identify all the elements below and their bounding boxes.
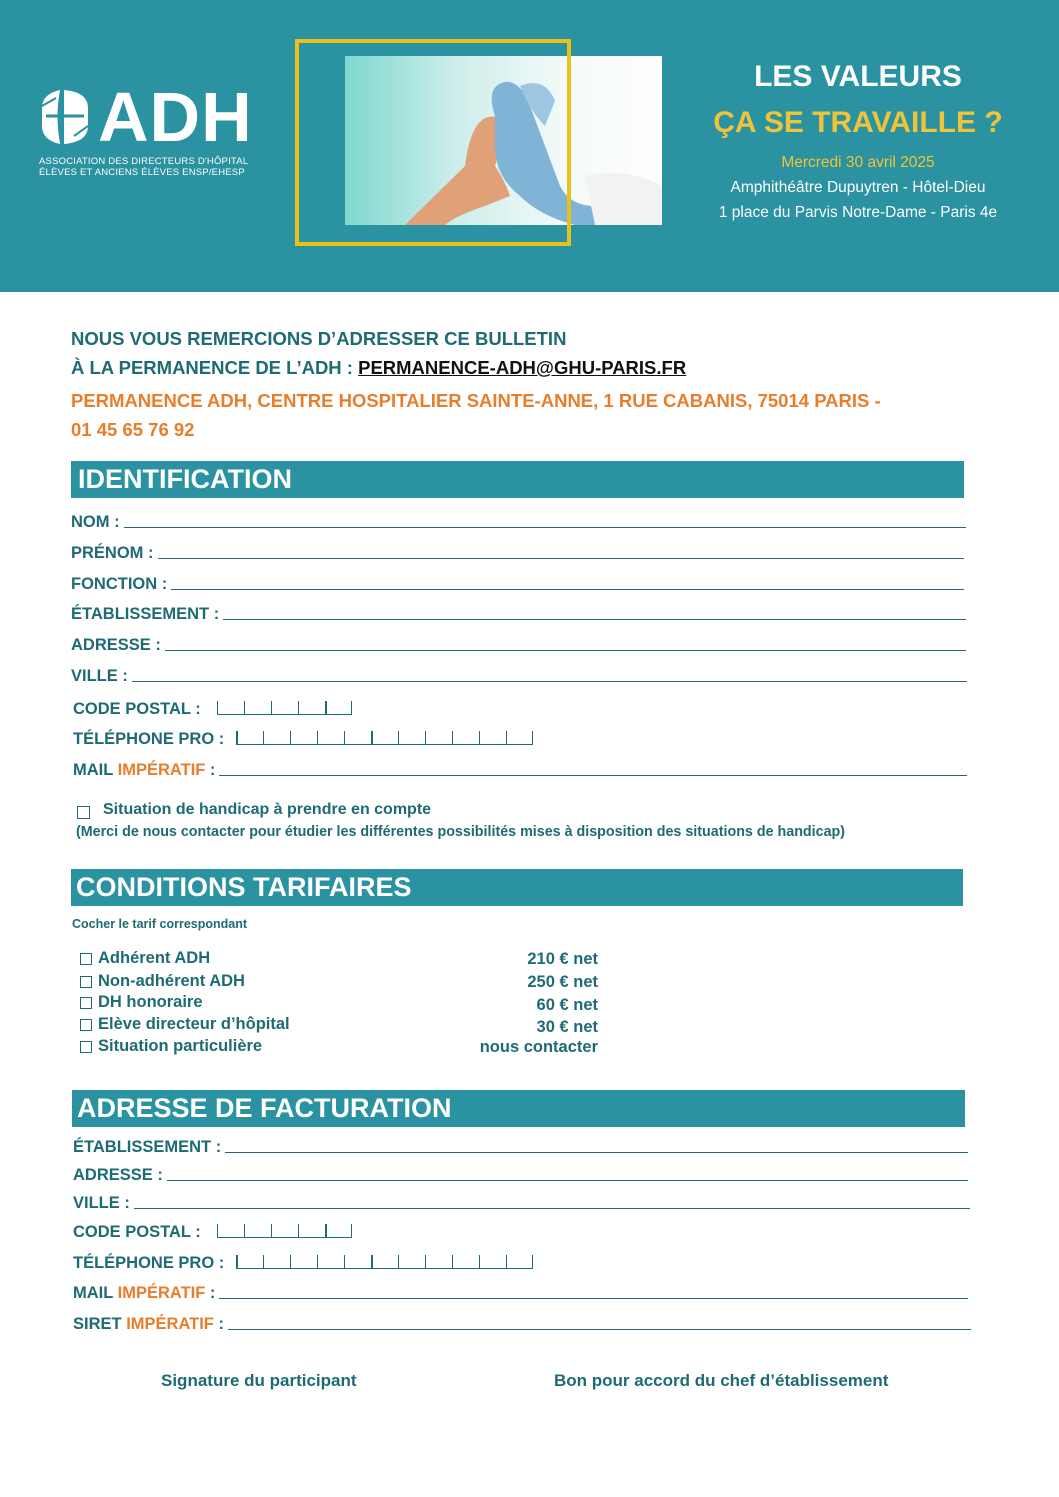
tarif-label: Adhérent ADH [98, 949, 211, 967]
code-postal-field[interactable] [73, 700, 352, 719]
intro-phone: 01 45 65 76 92 [71, 419, 195, 440]
tarif-item-dh-honoraire[interactable] [80, 993, 203, 1012]
fonction-label: FONCTION : [71, 575, 168, 593]
fact-mail-field[interactable] [73, 1284, 968, 1303]
tarif-price: 30 € net [536, 1018, 598, 1036]
ville-label: VILLE : [71, 667, 128, 685]
mail-label [73, 761, 215, 780]
logo-text: ADH [98, 78, 253, 156]
fact-adresse-input-line[interactable] [167, 1180, 968, 1181]
tarifs-instruction: Cocher le tarif correspondant [72, 917, 248, 931]
siret-label [73, 1315, 224, 1334]
event-date: Mercredi 30 avril 2025 [781, 154, 935, 171]
tarif-price: 210 € net [527, 950, 598, 968]
photo-frame [295, 39, 571, 246]
fact-telephone-field[interactable] [73, 1254, 533, 1273]
mail-imperatif: IMPÉRATIF [117, 761, 206, 779]
tarif-label: DH honoraire [98, 993, 203, 1011]
tarifs-section-title: CONDITIONS TARIFAIRES [71, 869, 963, 906]
code-postal-boxes[interactable] [217, 701, 352, 718]
signature-participant-label: Signature du participant [161, 1371, 357, 1390]
fact-mail-input-line[interactable] [219, 1298, 968, 1299]
siret-input-line[interactable] [228, 1329, 971, 1330]
permanence-email-link[interactable]: PERMANENCE-ADH@GHU-PARIS.FR [358, 357, 687, 378]
siret-field[interactable] [73, 1315, 971, 1334]
intro-line1: NOUS VOUS REMERCIONS D’ADRESSER CE BULLETIN [71, 328, 567, 349]
tarif-label: Non-adhérent ADH [98, 972, 245, 990]
prenom-field[interactable] [71, 544, 964, 563]
fact-ville-field[interactable] [73, 1194, 970, 1213]
fact-adresse-field[interactable] [73, 1166, 968, 1185]
fact-telephone-boxes[interactable] [236, 1255, 533, 1272]
adh-logo-icon [38, 86, 92, 148]
tarif-item-adherent[interactable] [80, 949, 210, 968]
tarif-checkbox[interactable] [80, 976, 92, 988]
fact-mail-label-text: MAIL [73, 1284, 118, 1302]
fact-adresse-label: ADRESSE : [73, 1166, 163, 1184]
intro-line3: PERMANENCE ADH, CENTRE HOSPITALIER SAINTE-ANNE, 1 RUE CABANIS, 75014 PARIS - [71, 390, 881, 411]
siret-imperatif: IMPÉRATIF [126, 1315, 214, 1333]
ville-field[interactable] [71, 667, 967, 686]
event-title-line2: ÇA SE TRAVAILLE ? [713, 106, 1003, 139]
fact-code-postal-label: CODE POSTAL : [73, 1223, 201, 1241]
tarif-checkbox[interactable] [80, 953, 92, 965]
fact-telephone-label: TÉLÉPHONE PRO : [73, 1254, 225, 1272]
nom-field[interactable] [71, 513, 966, 532]
telephone-label: TÉLÉPHONE PRO : [73, 730, 225, 748]
fact-mail-label [73, 1284, 215, 1303]
fact-mail-imperatif: IMPÉRATIF [117, 1284, 206, 1302]
nom-label: NOM : [71, 513, 120, 531]
tarif-checkbox[interactable] [80, 1019, 92, 1031]
facturation-section-title: ADRESSE DE FACTURATION [72, 1090, 965, 1127]
etablissement-label: ÉTABLISSEMENT : [71, 605, 220, 623]
mail-field[interactable] [73, 761, 967, 780]
fonction-field[interactable] [71, 575, 964, 594]
etablissement-field[interactable] [71, 605, 966, 624]
event-address: 1 place du Parvis Notre-Dame - Paris 4e [718, 204, 998, 221]
tarif-price: nous contacter [479, 1038, 598, 1056]
adresse-label: ADRESSE : [71, 636, 161, 654]
handicap-checkbox[interactable] [77, 806, 90, 819]
telephone-boxes[interactable] [236, 731, 533, 748]
fact-ville-label: VILLE : [73, 1194, 130, 1212]
handicap-label: Situation de handicap à prendre en compte [103, 800, 432, 818]
mail-colon: : [205, 761, 216, 779]
etablissement-input-line[interactable] [223, 619, 966, 620]
tarif-checkbox[interactable] [80, 997, 92, 1009]
fact-etablissement-label: ÉTABLISSEMENT : [73, 1138, 222, 1156]
fact-code-postal-boxes[interactable] [217, 1224, 352, 1241]
adresse-field[interactable] [71, 636, 966, 655]
siret-colon: : [213, 1315, 224, 1333]
tarif-item-eleve[interactable] [80, 1015, 290, 1034]
mail-input-line[interactable] [219, 775, 967, 776]
tarif-item-non-adherent[interactable] [80, 972, 245, 991]
tarif-label: Elève directeur d’hôpital [98, 1015, 290, 1033]
tarif-price: 60 € net [536, 996, 598, 1014]
fact-etablissement-field[interactable] [73, 1138, 968, 1157]
fact-mail-colon: : [205, 1284, 216, 1302]
logo-subtitle-line1: ASSOCIATION DES DIRECTEURS D'HÔPITAL [39, 156, 249, 167]
adresse-input-line[interactable] [165, 650, 966, 651]
nom-input-line[interactable] [124, 527, 966, 528]
signature-chef-label: Bon pour accord du chef d’établissement [554, 1371, 889, 1390]
mail-label-text: MAIL [73, 761, 118, 779]
tarif-price: 250 € net [527, 973, 598, 991]
intro-line2 [71, 357, 686, 379]
event-place: Amphithéâtre Dupuytren - Hôtel-Dieu [730, 179, 986, 196]
tarif-label: Situation particulière [98, 1037, 263, 1055]
tarif-checkbox[interactable] [80, 1041, 92, 1053]
tarif-item-situation[interactable] [80, 1037, 262, 1056]
event-title-line1: LES VALEURS [754, 60, 962, 93]
logo-subtitle-line2: ÉLÈVES ET ANCIENS ÉLÈVES ENSP/EHESP [39, 167, 245, 178]
intro-line2-prefix: À LA PERMANENCE DE L’ADH : [71, 357, 359, 378]
fonction-input-line[interactable] [171, 589, 964, 590]
telephone-field[interactable] [73, 730, 533, 749]
handicap-note: (Merci de nous contacter pour étudier les différentes possibilités mises à disposition des situations de handicap) [76, 824, 846, 840]
prenom-input-line[interactable] [158, 558, 965, 559]
logo-subtitle [39, 156, 248, 178]
code-postal-label: CODE POSTAL : [73, 700, 201, 718]
ville-input-line[interactable] [132, 681, 967, 682]
fact-code-postal-field[interactable] [73, 1223, 352, 1242]
fact-etablissement-input-line[interactable] [225, 1152, 968, 1153]
fact-ville-input-line[interactable] [134, 1208, 970, 1209]
identification-section-title: IDENTIFICATION [71, 461, 964, 498]
siret-label-text: SIRET [73, 1315, 127, 1333]
prenom-label: PRÉNOM : [71, 544, 154, 562]
handicap-option[interactable] [77, 800, 431, 819]
